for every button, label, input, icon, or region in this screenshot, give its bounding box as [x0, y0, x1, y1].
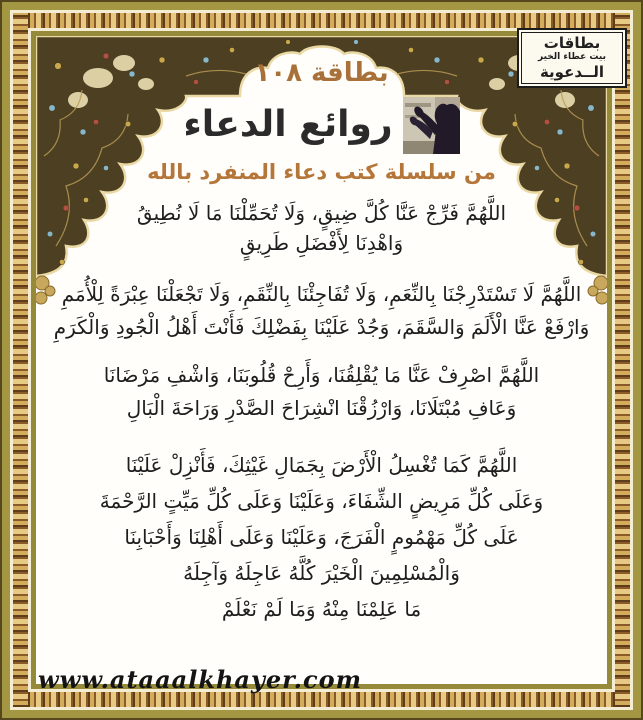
dua-line: وَالْمُسْلِمِينَ الْخَيْرَ كُلَّهُ عَاجِلَهُ وَآجِلَهُ — [183, 561, 460, 585]
dua-line: وَعَلَى كُلِّ مَرِيضٍ الشِّفَاءَ، وَعَلَيْنَا وَعَلَى كُلِّ مَيِّتٍ الرَّحْمَةَ — [99, 489, 544, 513]
praying-person-image — [403, 97, 460, 154]
card-number: بطاقة ١٠٨ — [254, 58, 389, 88]
card-title: روائع الدعاء — [183, 104, 393, 145]
dua-line: وَاهْدِنَا لِأَفْضَلِ طَرِيقٍ — [239, 231, 404, 255]
dua-paragraph-4 — [42, 447, 601, 627]
dua-paragraph-1 — [42, 198, 601, 258]
frame-chain-left — [13, 13, 28, 707]
title-row — [42, 96, 601, 154]
dua-line: وَعَافِ مُبْتَلَانَا، وَارْزُقْنَا انْشِرَاحَ الصَّدْرِ وَرَاحَةَ الْبَالِ — [126, 396, 517, 420]
frame-chain-right — [615, 13, 630, 707]
dua-paragraph-3 — [42, 359, 601, 425]
publisher-stamp-inner — [521, 32, 623, 84]
card-content — [42, 40, 601, 680]
stamp-line-3: الــدعوية — [539, 63, 605, 81]
card-subtitle: من سلسلة كتب دعاء المنفرد بالله — [147, 160, 496, 184]
dua-line: مَا عَلِمْنَا مِنْهُ وَمَا لَمْ نَعْلَمْ — [221, 597, 422, 621]
dua-line: اللَّهُمَّ كَمَا تُغْسِلُ الْأَرْضَ بِجَمَالِ غَيْثِكَ، فَأَنْزِلْ عَلَيْنَا — [125, 453, 518, 477]
dua-line: عَلَى كُلِّ مَهْمُومٍ الْفَرَجَ، وَعَلَيْنَا وَعَلَى أَهْلِنَا وَأَحْبَابِنَا — [124, 525, 519, 549]
dua-line: اللَّهُمَّ فَرِّجْ عَنَّا كُلَّ ضِيقٍ، وَلَا تُحَمِّلْنَا مَا لَا نُطِيقُ — [136, 201, 507, 225]
stamp-line-1: بطاقات — [543, 34, 601, 52]
dua-paragraph-2 — [42, 278, 601, 344]
dua-line: اللَّهُمَّ لَا تَسْتَدْرِجْنَا بِالنِّعَمِ، وَلَا تُفَاجِئْنَا بِالنِّقَمِ، وَلَا تَجْعَلْنَا عِبْرَةً لِلْأُمَمِ — [61, 282, 582, 306]
website-watermark: www.ataaalkhayer.com — [38, 665, 362, 694]
stamp-line-2: بيت عطاء الخير — [538, 52, 606, 62]
frame-chain-top — [13, 13, 630, 28]
publisher-stamp — [517, 28, 627, 88]
dua-line: اللَّهُمَّ اصْرِفْ عَنَّا مَا يُقْلِقُنَا، وَأَرِحْ قُلُوبَنَا، وَاشْفِ مَرْضَانَا — [103, 363, 540, 387]
dua-line: وَارْفَعْ عَنَّا الْأَلَمَ وَالسَّقَمَ، وَجُدْ عَلَيْنَا بِفَضْلِكَ فَأَنْتَ أَهْلُ الْجُودِ وَالْكَرَمِ — [53, 315, 590, 339]
frame-chain-bottom — [13, 692, 630, 707]
